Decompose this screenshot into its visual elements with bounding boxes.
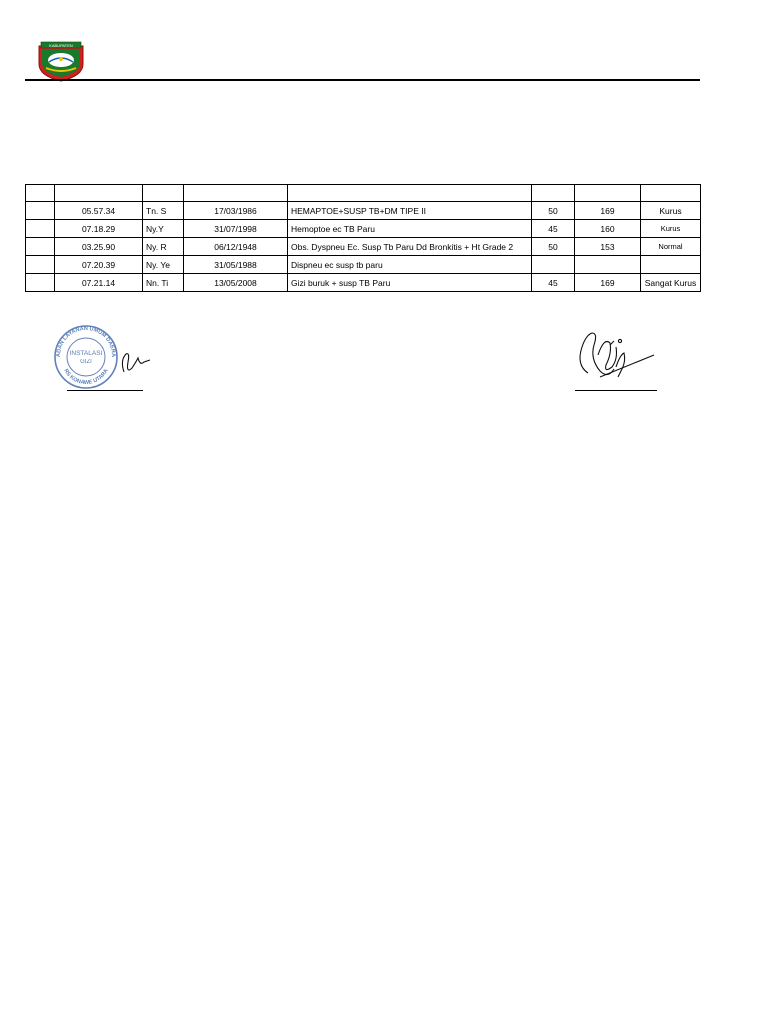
header-cell: [641, 185, 701, 202]
weight-cell: 45: [532, 274, 575, 292]
row-number-cell: [26, 274, 55, 292]
diagnosis-cell: Gizi buruk + susp TB Paru: [288, 274, 532, 292]
patient-name-cell: Ny. R: [143, 238, 184, 256]
header-cell: [143, 185, 184, 202]
table-header-row: [26, 185, 701, 202]
nutrition-status-cell: Kurus: [641, 220, 701, 238]
patient-name-cell: Tn. S: [143, 202, 184, 220]
table-row: [26, 256, 701, 274]
weight-cell: 50: [532, 238, 575, 256]
nutrition-status-cell: Sangat Kurus: [641, 274, 701, 292]
header-cell: [184, 185, 288, 202]
row-number-cell: [26, 238, 55, 256]
patient-name-cell: Ny. Ye: [143, 256, 184, 274]
height-cell: 169: [575, 202, 641, 220]
stamp-center-line-2: GIZI: [80, 359, 92, 365]
regency-emblem-icon: [36, 40, 86, 82]
row-number-cell: [26, 202, 55, 220]
right-signature-line: [575, 390, 657, 391]
header-cell: [26, 185, 55, 202]
stamp-bottom-text: RS KONAWE UTARA: [62, 368, 110, 387]
birth-date-cell: 31/07/1998: [184, 220, 288, 238]
nutrition-status-cell: Normal: [641, 238, 701, 256]
nutrition-status-cell: [641, 256, 701, 274]
patient-name-cell: Nn. Ti: [143, 274, 184, 292]
table-row: [26, 274, 701, 292]
stamp-top-text: ADAN LAYANAN UMUM DAERA: [55, 325, 117, 358]
stamp-center-line-1: INSTALASI: [69, 350, 103, 357]
height-cell: 153: [575, 238, 641, 256]
medical-record-cell: 07.18.29: [55, 220, 143, 238]
weight-cell: 45: [532, 220, 575, 238]
left-signature-line: [67, 390, 143, 391]
institution-stamp-icon: [50, 322, 152, 390]
header-cell: [575, 185, 641, 202]
header-cell: [288, 185, 532, 202]
height-cell: 160: [575, 220, 641, 238]
birth-date-cell: 17/03/1986: [184, 202, 288, 220]
medical-record-cell: 07.21.14: [55, 274, 143, 292]
diagnosis-cell: Hemoptoe ec TB Paru: [288, 220, 532, 238]
height-cell: 169: [575, 274, 641, 292]
diagnosis-cell: Obs. Dyspneu Ec. Susp Tb Paru Dd Bronkitis + Ht Grade 2: [288, 238, 532, 256]
table-row: [26, 202, 701, 220]
medical-record-cell: 03.25.90: [55, 238, 143, 256]
table-row: [26, 238, 701, 256]
patient-name-cell: Ny.Y: [143, 220, 184, 238]
header-cell: [532, 185, 575, 202]
diagnosis-cell: HEMAPTOE+SUSP TB+DM TIPE II: [288, 202, 532, 220]
row-number-cell: [26, 256, 55, 274]
birth-date-cell: 31/05/1988: [184, 256, 288, 274]
row-number-cell: [26, 220, 55, 238]
diagnosis-cell: Dispneu ec susp tb paru: [288, 256, 532, 274]
height-cell: [575, 256, 641, 274]
table-row: [26, 220, 701, 238]
logo-banner-text: KABUPATEN: [49, 43, 73, 48]
medical-record-cell: 07.20.39: [55, 256, 143, 274]
birth-date-cell: 13/05/2008: [184, 274, 288, 292]
nutrition-status-cell: Kurus: [641, 202, 701, 220]
signature-icon: [570, 325, 660, 385]
medical-record-cell: 05.57.34: [55, 202, 143, 220]
weight-cell: [532, 256, 575, 274]
weight-cell: 50: [532, 202, 575, 220]
patient-table: [25, 184, 701, 292]
header-rule: [25, 79, 700, 81]
birth-date-cell: 06/12/1948: [184, 238, 288, 256]
header-cell: [55, 185, 143, 202]
